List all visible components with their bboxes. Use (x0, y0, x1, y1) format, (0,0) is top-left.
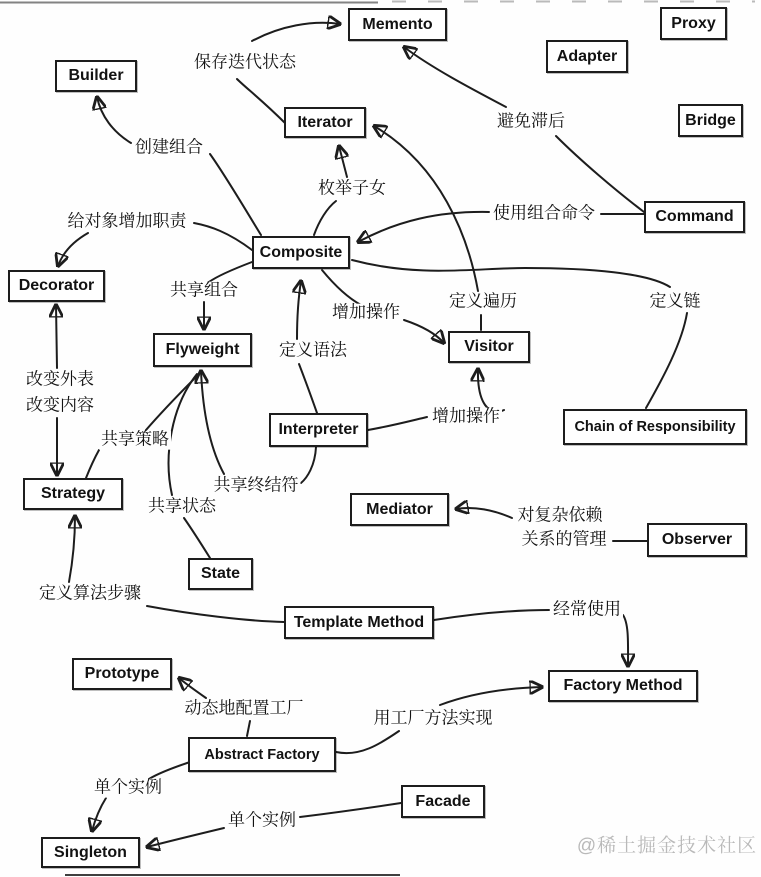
watermark: @稀土掘金技术社区 (576, 835, 758, 857)
node-observer: Observer (647, 523, 747, 557)
node-decorator: Decorator (8, 270, 105, 302)
node-prototype: Prototype (72, 658, 172, 690)
edge-label-often_uses: 经常使用 (553, 599, 621, 619)
node-memento: Memento (348, 8, 447, 41)
node-visitor: Visitor (448, 331, 530, 363)
edge-label-single_instance_1: 单个实例 (94, 777, 162, 797)
edge-label-change_guts: 改变内容 (26, 395, 94, 415)
edge-label-single_instance_2: 单个实例 (228, 810, 296, 830)
edge-label-implement_with_factory: 用工厂方法实现 (373, 708, 493, 728)
node-proxy: Proxy (660, 7, 727, 40)
edge-label-define_chain: 定义链 (649, 291, 701, 311)
edge-label-define_traversal: 定义遍历 (449, 291, 517, 311)
edge-label-enumerate_children: 枚举子女 (318, 178, 386, 198)
node-bridge: Bridge (678, 104, 743, 137)
node-adapter: Adapter (546, 40, 628, 73)
edge-label-complex_dependency_2: 关系的管理 (521, 529, 607, 549)
edge-label-define_grammar: 定义语法 (279, 340, 347, 360)
node-chain: Chain of Responsibility (563, 409, 747, 445)
edge-label-add_responsibilities: 给对象增加职责 (67, 211, 187, 231)
node-facade: Facade (401, 785, 485, 818)
node-builder: Builder (55, 60, 137, 92)
edge-strategy-to-flyweight (86, 375, 198, 478)
node-composite: Composite (252, 236, 350, 269)
node-command: Command (644, 201, 745, 233)
edge-label-add_operations_2: 增加操作 (432, 406, 500, 426)
node-strategy: Strategy (23, 478, 123, 510)
edge-label-share_terminal_symbols: 共享终结符 (213, 475, 299, 495)
node-factory_method: Factory Method (548, 670, 698, 702)
edge-label-share_composites: 共享组合 (170, 280, 238, 300)
edge-label-add_operations_1: 增加操作 (332, 302, 400, 322)
node-mediator: Mediator (350, 493, 449, 526)
edge-label-configure_factory: 动态地配置工厂 (184, 698, 304, 718)
edge-decorator-strategy-bidirectional (56, 305, 57, 475)
edge-label-avoid_lag: 避免滞后 (497, 111, 565, 131)
node-iterator: Iterator (284, 107, 366, 138)
node-interpreter: Interpreter (269, 413, 368, 447)
edge-label-complex_dependency_1: 对复杂依赖 (517, 505, 603, 525)
node-state: State (188, 558, 253, 590)
edge-label-use_composite_command: 使用组合命令 (493, 203, 595, 223)
node-abstract_factory: Abstract Factory (188, 737, 336, 772)
node-singleton: Singleton (41, 837, 140, 868)
edge-label-save_iteration_state: 保存迭代状态 (194, 52, 296, 72)
edge-label-create_composites: 创建组合 (135, 137, 203, 157)
node-template_method: Template Method (284, 606, 434, 639)
edge-label-change_skin: 改变外表 (26, 369, 94, 389)
edge-label-define_algorithm_steps: 定义算法步骤 (39, 583, 141, 603)
edge-label-share_strategies: 共享策略 (101, 429, 169, 449)
node-flyweight: Flyweight (153, 333, 252, 367)
edge-label-share_states: 共享状态 (148, 496, 216, 516)
